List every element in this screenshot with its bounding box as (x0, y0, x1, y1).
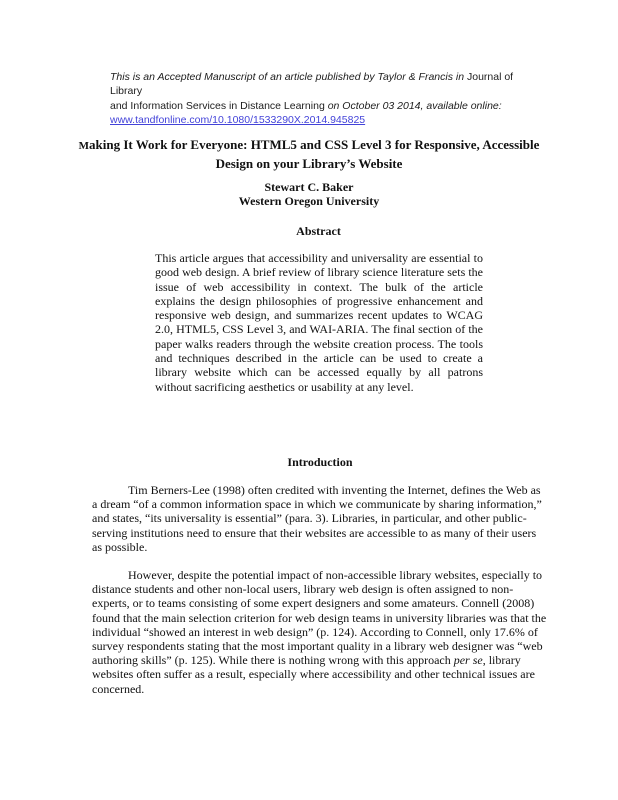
journal-name-line1: Journal of Library (110, 71, 514, 98)
abstract-heading: Abstract (296, 224, 341, 238)
journal-name-line2: and Information Services in Distance Learning (110, 99, 328, 112)
per-se-italic: per se (453, 653, 483, 668)
intro-paragraph-2-text-a: However, despite the potential impact of non-accessible library websites, especially to distance students and other non-local users, library web design is often assigned to non-experts, or to teams consisting of some expert designers and some amateurs. Connell (2008) found that the main selection criterion for web design teams in university libraries was that the individual “showed an interest in web design” (p. 124). According to Connell, only 17.6% of survey respondents stating that the most important quality in a library web designer was “web authoring skills” (p. 125). While there is nothing wrong with this approach (92, 568, 547, 668)
intro-paragraph-2-text-b: , library websites often suffer as a result, especially where accessibility and other technical issues are concerned. (92, 653, 535, 696)
abstract-text: This article argues that accessibility and universality are essential to good web design. A brief review of library science literature sets the issue of web accessibility in context. The bulk of the article explains the design philosophies of progressive enhancement and responsive web design, and summarizes recent updates to WCAG 2.0, HTML5, CSS Level 3, and WAI-ARIA. The final section of the paper walks readers through the website creation process. The tools and techniques described in the article can be used to create a library website which can be accessed equally by all patrons without sacrificing aesthetics or usability at any level. (155, 251, 483, 394)
accepted-manuscript-notice (110, 70, 540, 127)
paper-title: Making It Work for Everyone: HTML5 and CSS Level 3 for Responsive, Accessible Design on your Library’s Website (78, 137, 540, 171)
introduction-section (92, 455, 548, 710)
introduction-heading: Introduction (287, 455, 353, 469)
intro-paragraph-2 (92, 568, 548, 696)
abstract-section (92, 224, 545, 394)
notice-suffix: on October 03 2014, available online: (327, 99, 502, 112)
author-affiliation: Western Oregon University (238, 194, 380, 208)
manuscript-doi-link[interactable]: www.tandfonline.com/10.1080/1533290X.2014.945825 (110, 113, 366, 126)
author-block (60, 180, 558, 208)
title-block (60, 136, 558, 173)
intro-paragraph-1: Tim Berners-Lee (1998) often credited with inventing the Internet, defines the Web as a dream “of a common information space in which we communicate by sharing information,” and states, “its universality is essential” (para. 3). Libraries, in particular, and other public-serving institutions need to ensure that their websites are accessible to as many of their users as possible. (92, 483, 542, 554)
notice-prefix: This is an Accepted Manuscript of an article published by Taylor & Francis in (110, 71, 467, 83)
author-name: Stewart C. Baker (264, 180, 354, 194)
